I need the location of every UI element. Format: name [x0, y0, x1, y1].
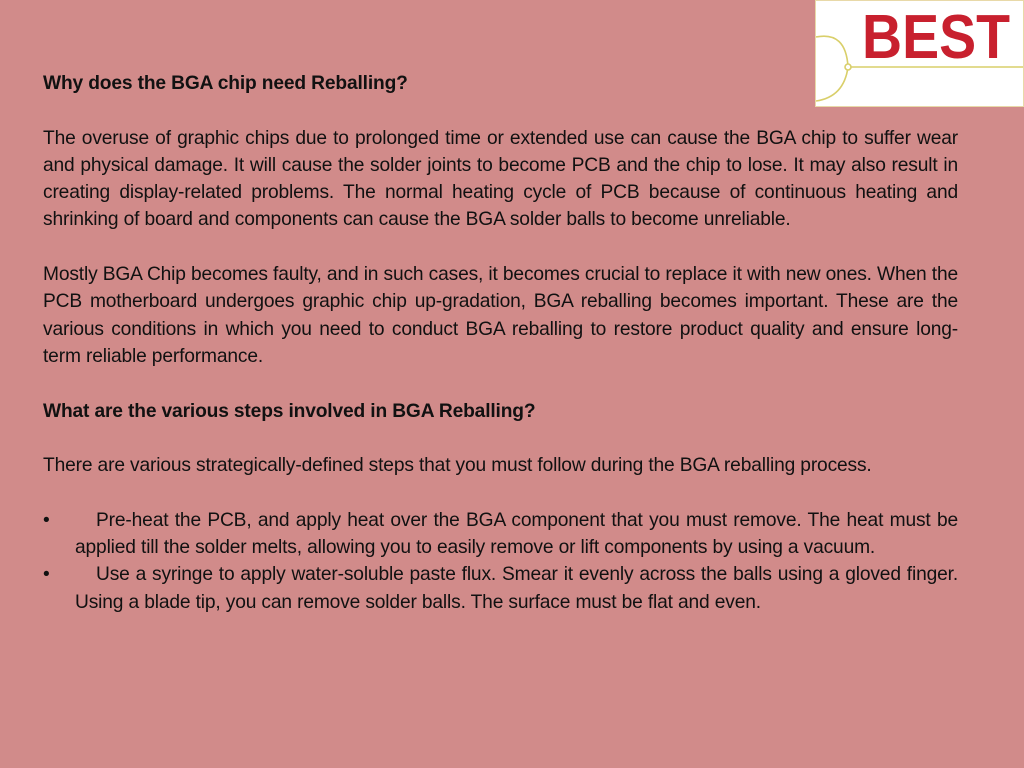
paragraph-steps-intro: There are various strategically-defined steps that you must follow during the BGA reballing process.	[43, 455, 872, 477]
list-item	[43, 561, 958, 616]
paragraph-faulty-chip: Mostly BGA Chip becomes faulty, and in such cases, it becomes crucial to replace it with new ones. When the PCB motherboard undergoes graphic chip up-gradation, BGA reballing becomes important. These are the various conditions in which you need to conduct BGA reballing to restore product quality and ensure long-term reliable performance.	[43, 264, 958, 367]
bullet-marker: •	[43, 564, 50, 586]
heading-why-reballing: Why does the BGA chip need Reballing?	[43, 73, 408, 94]
logo-text: BEST	[862, 3, 1011, 72]
list-item	[43, 507, 958, 562]
bullet-marker: •	[43, 509, 50, 531]
step-preheat-text: Pre-heat the PCB, and apply heat over the BGA component that you must remove. The heat must be applied till the solder melts, allowing you to easily remove or lift components by using a vacuum.	[75, 509, 958, 559]
steps-list	[43, 507, 958, 616]
paragraph-overuse: The overuse of graphic chips due to prolonged time or extended use can cause the BGA chip to suffer wear and physical damage. It will cause the solder joints to become PCB and the chip to lose. It may also result in creating display-related problems. The normal heating cycle of PCB because of continuous heating and shrinking of board and components can cause the BGA solder balls to become unreliable.	[43, 127, 958, 231]
article-body	[43, 70, 958, 616]
heading-reballing-steps: What are the various steps involved in BGA Reballing?	[43, 400, 536, 422]
step-flux-text: Use a syringe to apply water-soluble paste flux. Smear it evenly across the balls using a gloved finger. Using a blade tip, you can remove solder balls. The surface must be flat and even.	[75, 564, 958, 613]
